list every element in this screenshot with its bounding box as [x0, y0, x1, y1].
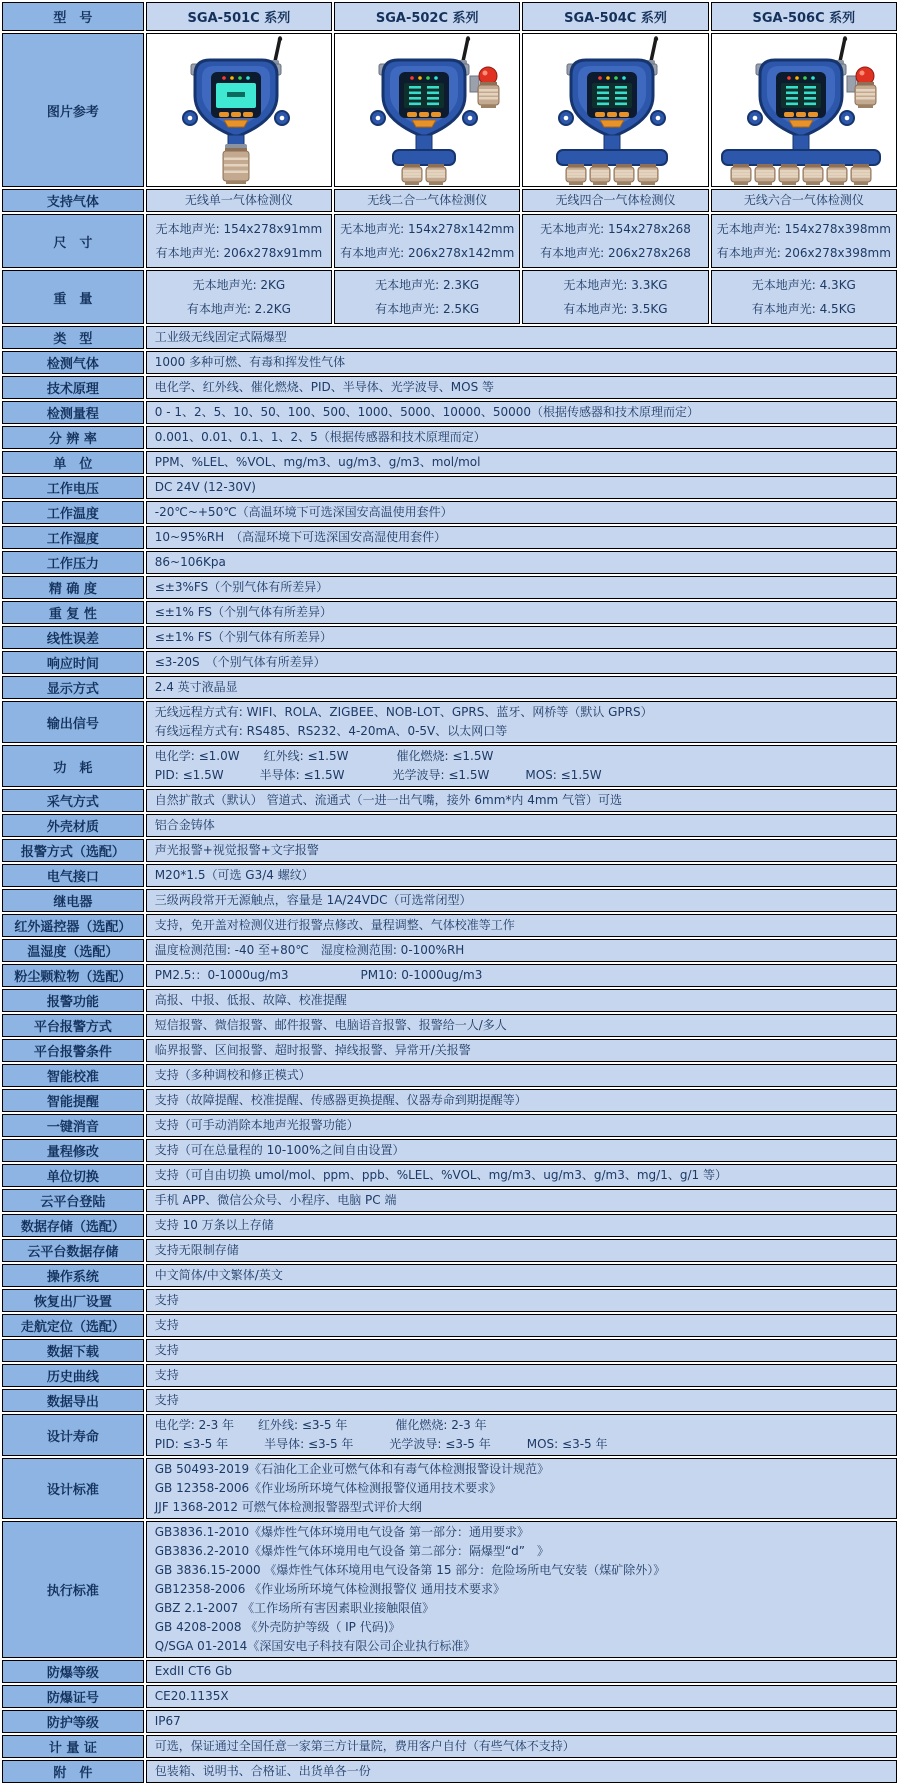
spec-row [2, 1710, 897, 1733]
spec-value-line: GB 12358-2006《作业场所环境气体检测报警仪通用技术要求》 [154, 1481, 502, 1495]
spec-value-line: 支持 10 万条以上存储 [154, 1218, 274, 1232]
value-line: 无线单一气体检测仪 [184, 193, 293, 207]
spec-row [2, 889, 897, 912]
spec-value-line: 电化学: ≤1.0W 红外线: ≤1.5W 催化燃烧: ≤1.5W [154, 749, 494, 763]
spec-value-line: 支持 [154, 1393, 179, 1407]
spec-value-line: PM2.5:：0-1000ug/m3 PM10: 0-1000ug/m3 [154, 968, 483, 982]
spec-value-line: 支持（可自由切换 umol/mol、ppm、ppb、%LEL、%VOL、mg/m3、ug/m3、g/m3、mg/1、g/1 等） [154, 1168, 727, 1182]
value-line: 无本地声光: 3.3KG [563, 278, 668, 292]
row-label: 支持气体 [2, 189, 144, 212]
spec-value [146, 1264, 897, 1287]
four-col-value [334, 214, 520, 268]
row-label: 执行标准 [2, 1521, 144, 1658]
row-label: 工作温度 [2, 501, 144, 524]
four-col-row [2, 214, 897, 268]
value-line: 有本地声光: 206x278x398mm [716, 246, 891, 260]
row-label: 重 复 性 [2, 601, 144, 624]
spec-row [2, 351, 897, 374]
spec-value-line: 支持 [154, 1293, 179, 1307]
spec-value-line: M20*1.5（可选 G3/4 螺纹） [154, 868, 314, 882]
spec-value [146, 814, 897, 837]
row-label: 技术原理 [2, 376, 144, 399]
row-label: 量程修改 [2, 1139, 144, 1162]
value-line: 有本地声光: 2.2KG [186, 302, 291, 316]
spec-value [146, 526, 897, 549]
value-line: 有本地声光: 4.5KG [751, 302, 856, 316]
spec-value-line: GB 3836.15-2000 《爆炸性气体环境用电气设备第 15 部分：危险场所电气安装（煤矿除外）》 [154, 1563, 666, 1577]
spec-value [146, 1164, 897, 1187]
value-line: 无本地声光: 2KG [192, 278, 286, 292]
row-label: 操作系统 [2, 1264, 144, 1287]
spec-row [2, 426, 897, 449]
spec-row [2, 1521, 897, 1658]
spec-value-line: 可选，保证通过全国任意一家第三方计量院，费用客户自付（有些气体不支持） [154, 1739, 575, 1753]
row-label: 尺 寸 [2, 214, 144, 268]
row-label: 温湿度（选配） [2, 939, 144, 962]
row-label: 智能校准 [2, 1064, 144, 1087]
spec-value-line: PPM、%LEL、%VOL、mg/m3、ug/m3、g/m3、mol/mol [154, 455, 481, 469]
row-label: 云平台数据存储 [2, 1239, 144, 1262]
spec-value-line: 支持，免开盖对检测仪进行报警点修改、量程调整、气体校准等工作 [154, 918, 515, 932]
spec-value-line: 工业级无线固定式隔爆型 [154, 330, 287, 344]
row-label: 历史曲线 [2, 1364, 144, 1387]
row-label: 设计寿命 [2, 1414, 144, 1456]
spec-value [146, 426, 897, 449]
row-label: 采气方式 [2, 789, 144, 812]
model-header-2: SGA-504C 系列 [522, 2, 708, 31]
spec-row [2, 476, 897, 499]
spec-row [2, 676, 897, 699]
spec-value-line: PID: ≤3-5 年 半导体: ≤3-5 年 光学波导: ≤3-5 年 MOS: ≤3-5 年 [154, 1437, 608, 1451]
value-line: 有本地声光: 3.5KG [563, 302, 668, 316]
spec-row [2, 1064, 897, 1087]
four-col-value [711, 270, 897, 324]
row-label: 走航定位（选配） [2, 1314, 144, 1337]
spec-value [146, 1521, 897, 1658]
spec-row [2, 1289, 897, 1312]
product-image-cell-2 [522, 33, 708, 187]
spec-row [2, 626, 897, 649]
spec-value-line: 支持 [154, 1368, 179, 1382]
spec-value-line: 2.4 英寸液晶显 [154, 680, 238, 694]
spec-value-line: PID: ≤1.5W 半导体: ≤1.5W 光学波导: ≤1.5W MOS: ≤1.5W [154, 768, 602, 782]
model-header-3: SGA-506C 系列 [711, 2, 897, 31]
spec-row [2, 1164, 897, 1187]
spec-value-line: IP67 [154, 1714, 181, 1728]
spec-row [2, 1114, 897, 1137]
spec-value-line: 10~95%RH （高湿环境下可选深国安高湿使用套件） [154, 530, 447, 544]
spec-value [146, 1735, 897, 1758]
spec-row [2, 651, 897, 674]
spec-value-line: ≤3-20S （个别气体有所差异） [154, 655, 326, 669]
spec-value [146, 1685, 897, 1708]
value-line: 有本地声光: 206x278x91mm [155, 246, 323, 260]
row-label: 智能提醒 [2, 1089, 144, 1112]
spec-value-line: 包装箱、说明书、合格证、出货单各一份 [154, 1764, 371, 1778]
four-col-value [334, 189, 520, 212]
spec-value-line: 1000 多种可燃、有毒和挥发性气体 [154, 355, 346, 369]
spec-value-line: 短信报警、微信报警、邮件报警、电脑语音报警、报警给一人/多人 [154, 1018, 507, 1032]
spec-row [2, 1339, 897, 1362]
spec-row [2, 989, 897, 1012]
spec-value-line: 中文简体/中文繁体/英文 [154, 1268, 283, 1282]
spec-row [2, 701, 897, 743]
row-label: 防爆证号 [2, 1685, 144, 1708]
value-line: 有本地声光: 206x278x142mm [340, 246, 515, 260]
spec-value-line: Q/SGA 01-2014《深国安电子科技有限公司企业执行标准》 [154, 1639, 476, 1653]
spec-row [2, 1239, 897, 1262]
spec-row [2, 1735, 897, 1758]
spec-row [2, 839, 897, 862]
spec-value [146, 964, 897, 987]
spec-value-line: 手机 APP、微信公众号、小程序、电脑 PC 端 [154, 1193, 397, 1207]
spec-value [146, 1139, 897, 1162]
spec-row [2, 601, 897, 624]
product-image-cell-0 [146, 33, 332, 187]
spec-value-line: GB12358-2006 《作业场所环境气体检测报警仪 通用技术要求》 [154, 1582, 505, 1596]
spec-value-line: GB 4208-2008 《外壳防护等级（ IP 代码)》 [154, 1620, 401, 1634]
value-line: 无本地声光: 4.3KG [751, 278, 856, 292]
spec-value-line: ≤±1% FS（个别气体有所差异） [154, 630, 333, 644]
value-line: 无本地声光: 154x278x91mm [155, 222, 323, 236]
model-header-row [2, 2, 897, 31]
manifold-bar [557, 150, 667, 165]
spec-value-line: 声光报警+视觉报警+文字报警 [154, 843, 319, 857]
row-label: 数据导出 [2, 1389, 144, 1412]
spec-row [2, 789, 897, 812]
row-label: 功 耗 [2, 745, 144, 787]
spec-value [146, 626, 897, 649]
spec-value-line: 无线远程方式有: WIFI、ROLA、ZIGBEE、NOB-LOT、GPRS、蓝牙、网桥等（默认 GPRS） [154, 705, 653, 719]
model-header-1: SGA-502C 系列 [334, 2, 520, 31]
spec-row [2, 1414, 897, 1456]
spec-value [146, 501, 897, 524]
spec-value-line: 自然扩散式（默认） 管道式、流通式（一进一出气嘴，接外 6mm*内 4mm 气管）可选 [154, 793, 623, 807]
spec-value [146, 601, 897, 624]
spec-value-line: 支持（可在总量程的 10-100%之间自由设置） [154, 1143, 405, 1157]
row-label: 设计标准 [2, 1458, 144, 1519]
model-header-0: SGA-501C 系列 [146, 2, 332, 31]
spec-value-line: GBZ 2.1-2007 《工作场所有害因素职业接触限值》 [154, 1601, 435, 1615]
value-line: 无本地声光: 154x278x142mm [340, 222, 515, 236]
four-col-value [522, 189, 708, 212]
spec-value-line: 临界报警、区间报警、超时报警、掉线报警、异常开/关报警 [154, 1043, 471, 1057]
value-line: 无线二合一气体检测仪 [367, 193, 488, 207]
spec-value-line: ≤±1% FS（个别气体有所差异） [154, 605, 333, 619]
row-label: 防爆等级 [2, 1660, 144, 1683]
row-label: 工作湿度 [2, 526, 144, 549]
row-label: 粉尘颗粒物（选配） [2, 964, 144, 987]
spec-value-line: 支持 [154, 1318, 179, 1332]
gas-detector-illustration [715, 36, 893, 186]
spec-value [146, 1239, 897, 1262]
row-label: 单位切换 [2, 1164, 144, 1187]
four-col-row [2, 189, 897, 212]
spec-value [146, 1314, 897, 1337]
spec-value [146, 1214, 897, 1237]
spec-table-body [2, 2, 897, 1783]
spec-value-line: DC 24V (12-30V) [154, 480, 256, 494]
spec-row [2, 1685, 897, 1708]
row-label: 数据下载 [2, 1339, 144, 1362]
spec-value [146, 1364, 897, 1387]
spec-row [2, 376, 897, 399]
spec-row [2, 526, 897, 549]
spec-value [146, 1389, 897, 1412]
row-label: 检测量程 [2, 401, 144, 424]
spec-value-line: JJF 1368-2012 可燃气体检测报警器型式评价大纲 [154, 1500, 422, 1514]
spec-value [146, 351, 897, 374]
spec-value [146, 651, 897, 674]
four-col-value [711, 189, 897, 212]
value-line: 无线四合一气体检测仪 [555, 193, 676, 207]
spec-row [2, 1189, 897, 1212]
row-label-image: 图片参考 [2, 33, 144, 187]
gas-detector-illustration [526, 36, 704, 186]
row-label: 分 辨 率 [2, 426, 144, 449]
spec-row [2, 864, 897, 887]
row-label: 平台报警条件 [2, 1039, 144, 1062]
spec-value-line: 温度检测范围: -40 至+80℃ 湿度检测范围: 0-100%RH [154, 943, 465, 957]
spec-value [146, 745, 897, 787]
row-label: 精 确 度 [2, 576, 144, 599]
row-label: 输出信号 [2, 701, 144, 743]
gas-detector-illustration [150, 36, 328, 186]
spec-value-line: -20℃~+50℃（高温环境下可选深国安高温使用套件） [154, 505, 453, 519]
row-label: 类 型 [2, 326, 144, 349]
row-label: 电气接口 [2, 864, 144, 887]
spec-value [146, 701, 897, 743]
spec-value-line: 高报、中报、低报、故障、校准提醒 [154, 993, 347, 1007]
row-label: 显示方式 [2, 676, 144, 699]
four-col-value [522, 214, 708, 268]
spec-row [2, 1389, 897, 1412]
spec-value [146, 1339, 897, 1362]
row-label: 重 量 [2, 270, 144, 324]
spec-value-line: 有线远程方式有: RS485、RS232、4-20mA、0-5V、以太网口等 [154, 724, 508, 738]
spec-row [2, 326, 897, 349]
row-label: 平台报警方式 [2, 1014, 144, 1037]
spec-row [2, 914, 897, 937]
spec-value-line: ≤±3%FS（个别气体有所差异） [154, 580, 329, 594]
spec-row [2, 1139, 897, 1162]
spec-row [2, 1014, 897, 1037]
row-label: 报警方式（选配） [2, 839, 144, 862]
spec-row [2, 1364, 897, 1387]
spec-value-line: 支持（多种调校和修正模式） [154, 1068, 311, 1082]
spec-row [2, 551, 897, 574]
spec-value [146, 1660, 897, 1683]
spec-row [2, 964, 897, 987]
row-label: 报警功能 [2, 989, 144, 1012]
spec-row [2, 939, 897, 962]
spec-value [146, 839, 897, 862]
spec-value [146, 1089, 897, 1112]
spec-value [146, 1014, 897, 1037]
spec-row [2, 501, 897, 524]
spec-value [146, 939, 897, 962]
spec-value-line: 支持 [154, 1343, 179, 1357]
spec-row [2, 1314, 897, 1337]
four-col-value [146, 270, 332, 324]
spec-row [2, 814, 897, 837]
row-label: 云平台登陆 [2, 1189, 144, 1212]
product-image-cell-3 [711, 33, 897, 187]
spec-value [146, 1114, 897, 1137]
product-image-cell-1 [334, 33, 520, 187]
row-label: 数据存储（选配） [2, 1214, 144, 1237]
spec-value-line: 支持无限制存储 [154, 1243, 239, 1257]
spec-value [146, 914, 897, 937]
spec-value [146, 676, 897, 699]
row-label: 恢复出厂设置 [2, 1289, 144, 1312]
spec-value-line: 支持（故障提醒、校准提醒、传感器更换提醒、仪器寿命到期提醒等） [154, 1093, 527, 1107]
spec-row [2, 1660, 897, 1683]
spec-row [2, 1089, 897, 1112]
value-line: 无线六合一气体检测仪 [743, 193, 864, 207]
row-label: 红外遥控器（选配） [2, 914, 144, 937]
spec-value [146, 864, 897, 887]
row-label: 线性误差 [2, 626, 144, 649]
spec-value [146, 1189, 897, 1212]
four-col-value [334, 270, 520, 324]
spec-value [146, 1414, 897, 1456]
manifold-bar [722, 150, 880, 165]
row-label-model: 型 号 [2, 2, 144, 31]
spec-value [146, 1039, 897, 1062]
row-label: 计 量 证 [2, 1735, 144, 1758]
spec-row [2, 401, 897, 424]
value-line: 无本地声光: 2.3KG [375, 278, 480, 292]
value-line: 有本地声光: 206x278x268 [540, 246, 691, 260]
spec-value [146, 1760, 897, 1783]
row-label: 防护等级 [2, 1710, 144, 1733]
spec-value [146, 476, 897, 499]
spec-value-line: 86~106Kpa [154, 555, 226, 569]
value-line: 无本地声光: 154x278x398mm [716, 222, 891, 236]
spec-row [2, 745, 897, 787]
spec-value [146, 789, 897, 812]
spec-value-line: GB3836.2-2010《爆炸性气体环境用电气设备 第二部分：隔爆型“d” 》 [154, 1544, 550, 1558]
spec-value-line: GB3836.1-2010《爆炸性气体环境用电气设备 第一部分：通用要求》 [154, 1525, 529, 1539]
spec-value [146, 989, 897, 1012]
row-label: 单 位 [2, 451, 144, 474]
spec-value [146, 889, 897, 912]
spec-value [146, 376, 897, 399]
four-col-value [146, 189, 332, 212]
four-col-value [711, 214, 897, 268]
spec-value [146, 576, 897, 599]
spec-value [146, 1064, 897, 1087]
spec-row [2, 1760, 897, 1783]
spec-value-line: 0.001、0.01、0.1、1、2、5（根据传感器和技术原理而定） [154, 430, 486, 444]
row-label: 工作压力 [2, 551, 144, 574]
gas-detector-illustration [338, 36, 516, 186]
row-label: 一键消音 [2, 1114, 144, 1137]
spec-value-line: 支持（可手动消除本地声光报警功能） [154, 1118, 359, 1132]
spec-value-line: 电化学、红外线、催化燃烧、PID、半导体、光学波导、MOS 等 [154, 380, 494, 394]
spec-row [2, 1214, 897, 1237]
row-label: 附 件 [2, 1760, 144, 1783]
spec-value-line: GB 50493-2019《石油化工企业可燃气体和有毒气体检测报警设计规范》 [154, 1462, 550, 1476]
spec-value [146, 451, 897, 474]
spec-value [146, 326, 897, 349]
four-col-value [522, 270, 708, 324]
spec-value-line: 三级两段常开无源触点，容量是 1A/24VDC（可选常闭型） [154, 893, 472, 907]
manifold-bar [393, 150, 455, 165]
spec-value [146, 551, 897, 574]
row-label: 工作电压 [2, 476, 144, 499]
row-label: 响应时间 [2, 651, 144, 674]
spec-value-line: 电化学: 2-3 年 红外线: ≤3-5 年 催化燃烧: 2-3 年 [154, 1418, 487, 1432]
spec-value [146, 401, 897, 424]
spec-row [2, 1458, 897, 1519]
spec-value [146, 1710, 897, 1733]
spec-value-line: CE20.1135X [154, 1689, 229, 1703]
row-label: 继电器 [2, 889, 144, 912]
spec-row [2, 1264, 897, 1287]
spec-value-line: ExdII CT6 Gb [154, 1664, 233, 1678]
spec-value-line: 铝合金铸体 [154, 818, 215, 832]
four-col-value [146, 214, 332, 268]
spec-value [146, 1458, 897, 1519]
spec-row [2, 451, 897, 474]
spec-value [146, 1289, 897, 1312]
spec-value-line: 0 - 1、2、5、10、50、100、500、1000、5000、10000、50000（根据传感器和技术原理而定） [154, 405, 700, 419]
row-label: 检测气体 [2, 351, 144, 374]
row-label: 外壳材质 [2, 814, 144, 837]
value-line: 有本地声光: 2.5KG [375, 302, 480, 316]
four-col-row [2, 270, 897, 324]
spec-row [2, 1039, 897, 1062]
value-line: 无本地声光: 154x278x268 [540, 222, 691, 236]
product-image-row [2, 33, 897, 187]
spec-row [2, 576, 897, 599]
